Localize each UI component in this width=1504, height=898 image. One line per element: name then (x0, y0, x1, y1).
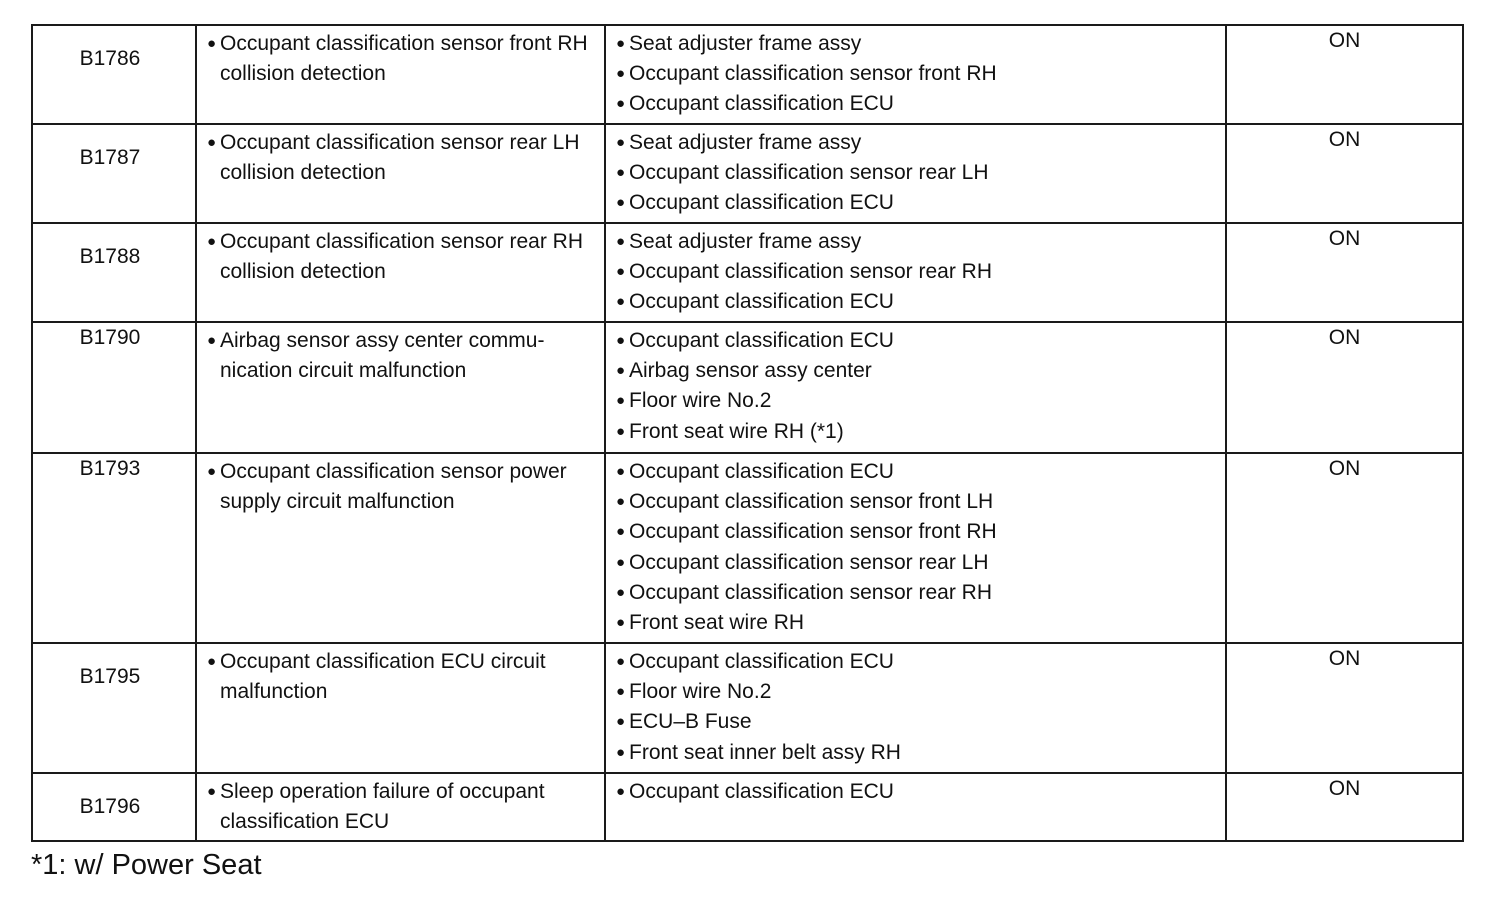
detection-item-cell (196, 223, 605, 322)
dtc-code-cell (32, 643, 196, 773)
trouble-area-item (615, 707, 1217, 737)
bullet-icon: ● (616, 463, 626, 480)
trouble-area-cell (605, 124, 1226, 223)
trouble-area-text: Airbag sensor assy center (629, 359, 872, 383)
dtc-code-cell (32, 124, 196, 223)
table-row (32, 643, 1463, 773)
trouble-area-item (615, 417, 1217, 447)
trouble-area-text: Occupant classification ECU (629, 650, 894, 673)
trouble-area-text: Seat adjuster frame assy (629, 131, 862, 154)
dtc-code: B1788 (79, 245, 141, 268)
trouble-area-item (615, 457, 1217, 487)
trouble-area-text: Occupant classification ECU (629, 92, 894, 116)
trouble-area-text: Occupant classification ECU (629, 290, 894, 314)
dtc-code: B1793 (79, 457, 141, 480)
detection-item-cell (196, 643, 605, 773)
trouble-area-cell (605, 773, 1226, 841)
dtc-code-cell (32, 223, 196, 322)
dtc-code-cell (32, 453, 196, 643)
warning-light-cell (1226, 773, 1463, 841)
bullet-icon: ● (616, 35, 626, 52)
bullet-icon: ● (616, 164, 626, 182)
dtc-code: B1787 (79, 146, 141, 169)
bullet-icon: ● (616, 392, 626, 410)
warning-light-status: ON (1328, 128, 1361, 151)
dtc-code-cell (32, 773, 196, 841)
trouble-area-text: Seat adjuster frame assy (629, 230, 862, 253)
trouble-area-item (615, 257, 1217, 287)
trouble-area-item (615, 777, 1217, 807)
trouble-area-text: ECU–B Fuse (629, 710, 752, 734)
detection-item-text: Occupant classification sensor power supply circuit malfunction (220, 460, 567, 514)
trouble-area-item (615, 326, 1217, 356)
detection-item-cell (196, 25, 605, 124)
trouble-area-item (615, 356, 1217, 386)
trouble-area-text: Occupant classification ECU (629, 780, 894, 803)
trouble-area-text: Front seat inner belt assy RH (629, 740, 901, 764)
bullet-icon: ● (616, 362, 626, 380)
warning-light-cell (1226, 25, 1463, 124)
dtc-code: B1786 (79, 47, 141, 70)
trouble-area-item (615, 188, 1217, 218)
trouble-area-text: Occupant classification sensor rear LH (629, 161, 989, 185)
trouble-area-cell (605, 643, 1226, 773)
detection-item-text: Occupant classification sensor rear LH collision detection (220, 131, 580, 185)
detection-item-text: Sleep operation failure of occupant classification ECU (220, 780, 545, 834)
trouble-area-item (615, 227, 1217, 257)
trouble-area-text: Occupant classification sensor front LH (629, 490, 994, 514)
bullet-icon: ● (616, 233, 626, 250)
warning-light-status: ON (1328, 29, 1361, 52)
detection-item (206, 128, 596, 188)
trouble-area-item (615, 386, 1217, 416)
trouble-area-item (615, 517, 1217, 547)
bullet-icon: ● (207, 134, 217, 151)
dtc-code: B1795 (79, 665, 141, 688)
dtc-code: B1796 (79, 795, 141, 818)
dtc-table-body (32, 25, 1463, 841)
detection-item-cell (196, 453, 605, 643)
table-row (32, 124, 1463, 223)
trouble-area-item (615, 677, 1217, 707)
bullet-icon: ● (616, 713, 626, 731)
trouble-area-item (615, 487, 1217, 517)
trouble-area-item (615, 128, 1217, 158)
detection-item (206, 326, 596, 386)
trouble-area-text: Front seat wire RH (*1) (629, 419, 844, 443)
detection-item (206, 457, 596, 517)
table-row (32, 453, 1463, 643)
warning-light-status: ON (1328, 647, 1361, 670)
trouble-area-text: Occupant classification ECU (629, 191, 894, 215)
dtc-table (31, 24, 1464, 842)
detection-item (206, 647, 596, 707)
trouble-area-text: Occupant classification ECU (629, 460, 894, 483)
dtc-code-cell (32, 322, 196, 453)
bullet-icon: ● (616, 783, 626, 800)
trouble-area-text: Front seat wire RH (629, 611, 805, 635)
dtc-code: B1790 (79, 326, 141, 349)
warning-light-cell (1226, 124, 1463, 223)
trouble-area-text: Occupant classification sensor rear RH (629, 580, 992, 604)
detection-item-text: Airbag sensor assy center commu- nication circuit malfunction (220, 329, 545, 383)
trouble-area-item (615, 608, 1217, 638)
bullet-icon: ● (207, 463, 217, 480)
bullet-icon: ● (616, 743, 626, 761)
detection-item-text: Occupant classification sensor front RH collision detection (220, 32, 588, 86)
bullet-icon: ● (616, 293, 626, 311)
table-row (32, 223, 1463, 322)
warning-light-status: ON (1328, 326, 1361, 349)
bullet-icon: ● (207, 332, 217, 349)
warning-light-status: ON (1328, 227, 1361, 250)
warning-light-status: ON (1328, 457, 1361, 480)
bullet-icon: ● (616, 332, 626, 349)
footnote: *1: w/ Power Seat (31, 849, 262, 881)
trouble-area-cell (605, 223, 1226, 322)
detection-item (206, 29, 596, 89)
table-row (32, 25, 1463, 124)
bullet-icon: ● (616, 263, 626, 281)
trouble-area-item (615, 287, 1217, 317)
trouble-area-text: Floor wire No.2 (629, 680, 772, 704)
detection-item-text: Occupant classification ECU circuit malfunction (220, 650, 546, 704)
detection-item-cell (196, 773, 605, 841)
trouble-area-item (615, 158, 1217, 188)
bullet-icon: ● (616, 553, 626, 571)
bullet-icon: ● (616, 614, 626, 632)
trouble-area-item (615, 647, 1217, 677)
bullet-icon: ● (616, 194, 626, 212)
bullet-icon: ● (616, 134, 626, 151)
detection-item (206, 227, 596, 287)
table-row (32, 773, 1463, 841)
trouble-area-text: Seat adjuster frame assy (629, 32, 862, 55)
bullet-icon: ● (616, 683, 626, 701)
table-row (32, 322, 1463, 453)
warning-light-cell (1226, 223, 1463, 322)
trouble-area-item (615, 578, 1217, 608)
bullet-icon: ● (207, 783, 217, 800)
warning-light-cell (1226, 322, 1463, 453)
detection-item-text: Occupant classification sensor rear RH collision detection (220, 230, 583, 284)
warning-light-cell (1226, 453, 1463, 643)
bullet-icon: ● (207, 653, 217, 670)
bullet-icon: ● (616, 65, 626, 83)
trouble-area-item (615, 29, 1217, 59)
trouble-area-text: Occupant classification sensor front RH (629, 62, 997, 86)
bullet-icon: ● (616, 583, 626, 601)
bullet-icon: ● (616, 422, 626, 440)
dtc-code-cell (32, 25, 196, 124)
warning-light-status: ON (1328, 777, 1361, 800)
trouble-area-text: Floor wire No.2 (629, 389, 772, 413)
bullet-icon: ● (616, 95, 626, 113)
trouble-area-item (615, 548, 1217, 578)
trouble-area-cell (605, 453, 1226, 643)
trouble-area-item (615, 89, 1217, 119)
detection-item (206, 777, 596, 837)
bullet-icon: ● (616, 493, 626, 511)
warning-light-cell (1226, 643, 1463, 773)
trouble-area-cell (605, 322, 1226, 453)
detection-item-cell (196, 124, 605, 223)
detection-item-cell (196, 322, 605, 453)
trouble-area-item (615, 738, 1217, 768)
trouble-area-text: Occupant classification sensor rear LH (629, 550, 989, 574)
trouble-area-text: Occupant classification ECU (629, 329, 894, 352)
bullet-icon: ● (616, 523, 626, 541)
trouble-area-text: Occupant classification sensor rear RH (629, 260, 992, 284)
trouble-area-cell (605, 25, 1226, 124)
bullet-icon: ● (207, 35, 217, 52)
trouble-area-item (615, 59, 1217, 89)
bullet-icon: ● (207, 233, 217, 250)
bullet-icon: ● (616, 653, 626, 670)
trouble-area-text: Occupant classification sensor front RH (629, 520, 997, 544)
